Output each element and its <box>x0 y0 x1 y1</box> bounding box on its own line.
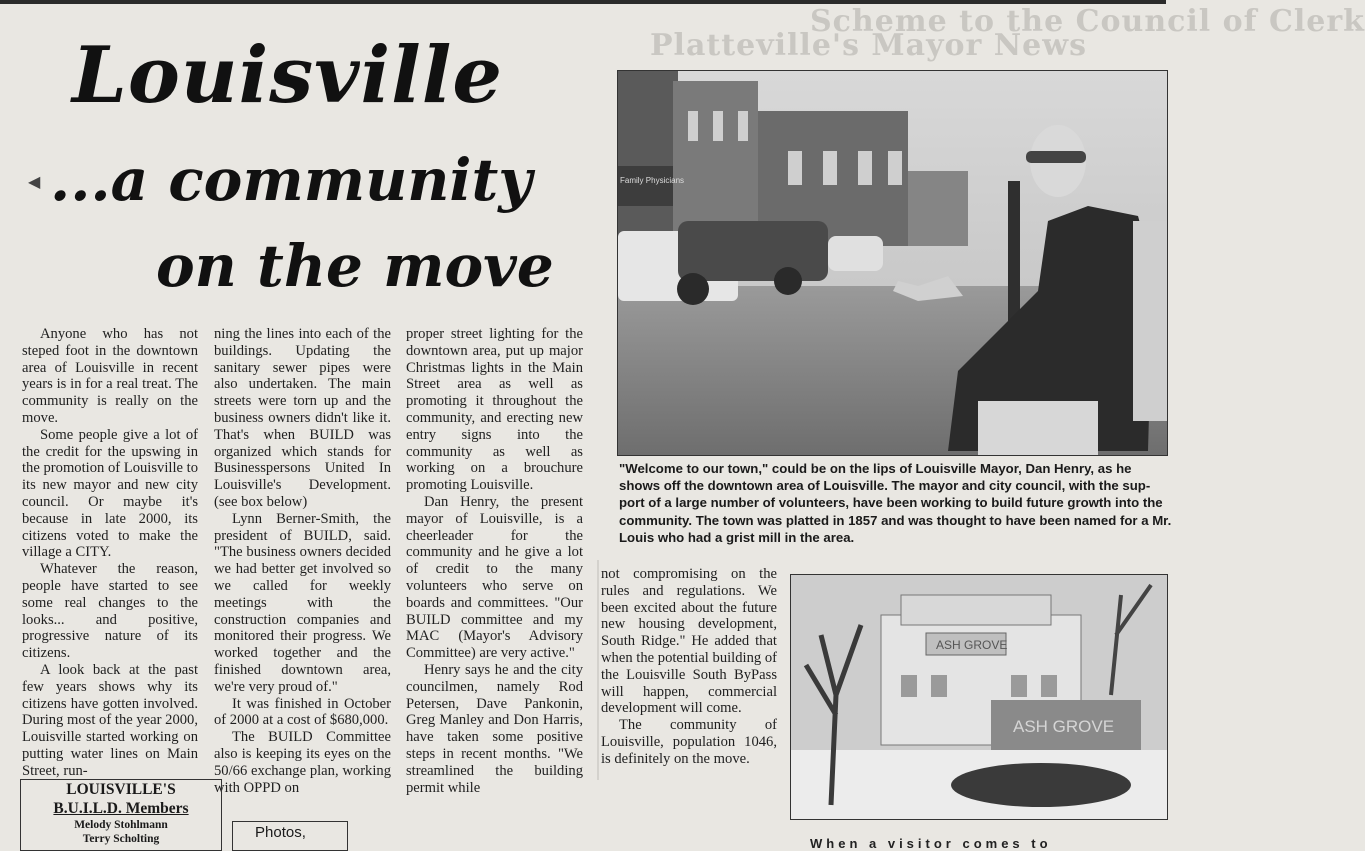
paragraph: Some people give a lot of the credit for the upswing in the promotion of Louisville to its new mayor and new city council. Or maybe it's because in late 2000, its citizens voted to make the village a CITY. <box>22 426 198 561</box>
column-rule <box>597 560 599 780</box>
paragraph: The BUILD Committee also is keeping its eyes on the 50/66 exchange plan, working with OPPD on <box>214 729 391 796</box>
paragraph: A look back at the past few years shows why its citizens have gotten involved. During most of the year 2000, Louisville started working on putting water lines on Main Street, run- <box>22 661 198 779</box>
ash-grove-photo <box>790 574 1168 820</box>
paragraph: not compromising on the rules and regulations. We been excited about the future new housing development, South Ridge." He added that when the potential building of the Louisville South ByPass will happen, commercial development will come. <box>601 566 777 717</box>
paragraph: Dan Henry, the present mayor of Louisville, is a cheerleader for the community and he give a lot of credit to the many volunteers who serve on boards and committees. "Our BUILD committee and my MAC (Mayor's Advisory Committee) are very active." <box>406 493 583 662</box>
paragraph: Henry says he and the city councilmen, namely Rod Petersen, Dave Pankonin, Greg Manley and Don Harris, have taken some positive steps in recent months. "We streamlined the building permit while <box>406 661 583 796</box>
headline-subtitle-2: on the move <box>156 232 554 300</box>
paragraph: Whatever the reason, people have started to see some real changes to the looks... and positive, progressive nature of its citizens. <box>22 561 198 662</box>
paragraph: It was finished in October of 2000 at a cost of $680,000. <box>214 695 391 729</box>
article-column-3 <box>406 326 583 796</box>
paragraph: Lynn Berner-Smith, the president of BUILD, said. "The business owners decided we had better get involved so we called for weekly meetings with the construction companies and monitored their progress. We worked together and the finished downtown area, we're very proud of." <box>214 510 391 695</box>
members-heading: LOUISVILLE'S <box>66 781 176 798</box>
article-column-4 <box>601 566 777 768</box>
member-name: Terry Scholting <box>82 833 160 845</box>
arrow-icon: ◀ <box>28 172 41 191</box>
masthead-ghost-text <box>640 4 1365 63</box>
member-name: Melody Stohlmann <box>74 819 168 831</box>
headline-subtitle-1: ...a community <box>50 146 532 214</box>
photo-caption <box>619 460 1172 546</box>
caption-line: Louis who had a grist mill in the area. <box>619 529 855 545</box>
paragraph: The community of Louisville, population 1046, is definitely on the move. <box>601 717 777 767</box>
caption-line: community. The town was platted in 1857 and was thought to have been named for a Mr. <box>619 512 1172 528</box>
ash-grove-lower-sign: ASH GROVE <box>1013 717 1115 736</box>
ash-grove-illustration <box>791 575 1167 819</box>
build-members-box <box>20 779 222 851</box>
mayor-downtown-photo <box>617 70 1168 456</box>
caption-line: shows off the downtown area of Louisville. The mayor and city council, with the sup- <box>619 478 1151 494</box>
paragraph: Anyone who has not steped foot in the downtown area of Louisville in recent years is in for a real treat. The community is really on the move. <box>22 326 198 426</box>
members-subheading: B.U.I.L.D. Members <box>53 800 189 817</box>
ash-grove-upper-sign: ASH GROVE <box>936 638 1008 652</box>
photos-credit-box <box>232 821 348 851</box>
paragraph: proper street lighting for the downtown area, put up major Christmas lights in the Main Street area as well as promoting it throughout the community, and erecting new entry signs into the community as well as working on a brouchure promoting Louisville. <box>406 326 583 494</box>
caption-line: "Welcome to our town," could be on the lips of Louisville Mayor, Dan Henry, as he <box>619 461 1132 476</box>
storefront-sign: Family Physicians <box>620 176 685 185</box>
caption-line: port of a large number of volunteers, have been working to build future growth into the <box>619 495 1163 511</box>
next-article-fragment: When a visitor comes to <box>810 836 1052 851</box>
photos-label: Photos, <box>255 824 306 841</box>
mayor-downtown-illustration <box>618 71 1167 455</box>
article-column-1 <box>22 326 198 780</box>
ghost-line-1: Scheme to the Council of Clerk <box>810 4 1365 39</box>
article-column-2 <box>214 326 391 796</box>
ghost-line-2: Platteville's Mayor News <box>650 28 1087 63</box>
headline-title: Louisville <box>72 30 503 121</box>
paragraph: ning the lines into each of the buildings. Updating the sanitary sewer pipes were also undertaken. The main streets were torn up and the business owners didn't like it. That's when BUILD was organized which stands for Businesspersons United In Louisville's Development. (see box below) <box>214 326 391 510</box>
